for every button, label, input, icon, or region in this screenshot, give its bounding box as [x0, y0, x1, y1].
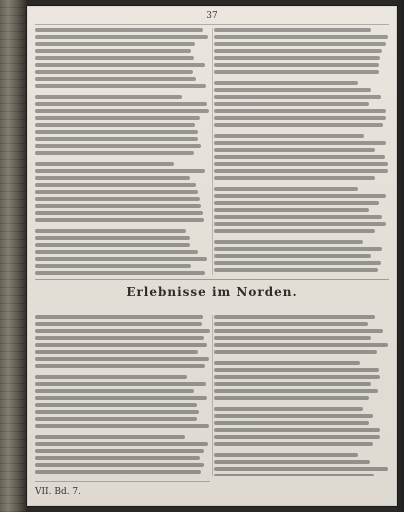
illegible-text-line [35, 56, 194, 60]
illegible-text-line [35, 243, 190, 247]
illegible-text-line [214, 240, 363, 244]
illegible-text-line [214, 63, 379, 67]
illegible-text-line [35, 442, 208, 446]
illegible-text-line [35, 109, 209, 113]
illegible-text-line [35, 183, 196, 187]
illegible-text-line [35, 463, 204, 467]
illegible-text-line [35, 322, 202, 326]
illegible-text-line [35, 271, 205, 275]
page-number: 37 [206, 11, 218, 21]
illegible-text-line [214, 148, 375, 152]
column-divider [212, 28, 213, 275]
illegible-text-line [35, 350, 198, 354]
illegible-text-line [214, 169, 388, 173]
illegible-text-line [35, 35, 208, 39]
illegible-text-line [214, 329, 383, 333]
illegible-text-line [35, 449, 204, 453]
illegible-text-line [35, 336, 204, 340]
illegible-text-line [35, 169, 205, 173]
illegible-text-line [35, 403, 197, 407]
illegible-text-line [35, 229, 186, 233]
illegible-text-line [214, 361, 360, 365]
illegible-text-line [214, 222, 386, 226]
illegible-text-line [35, 357, 209, 361]
illegible-text-line [214, 254, 371, 258]
illegible-text-line [35, 102, 207, 106]
top-left-column [35, 28, 210, 275]
section-rule [35, 279, 389, 280]
illegible-text-line [214, 49, 382, 53]
illegible-text-line [35, 84, 206, 88]
illegible-text-line [214, 315, 375, 319]
illegible-text-line [35, 417, 197, 421]
illegible-text-line [35, 162, 174, 166]
illegible-text-line [214, 215, 382, 219]
illegible-text-line [214, 396, 369, 400]
illegible-text-line [35, 190, 198, 194]
illegible-text-line [214, 382, 371, 386]
illegible-text-line [35, 95, 182, 99]
illegible-text-line [214, 453, 358, 457]
illegible-text-line [214, 176, 375, 180]
illegible-text-line [35, 410, 199, 414]
top-rule [35, 24, 389, 25]
illegible-text-line [35, 257, 207, 261]
illegible-text-line [35, 137, 198, 141]
illegible-text-line [35, 364, 205, 368]
illegible-text-line [35, 130, 198, 134]
illegible-text-line [214, 407, 363, 411]
illegible-text-line [35, 456, 200, 460]
illegible-text-line [35, 435, 185, 439]
illegible-text-line [35, 28, 203, 32]
illegible-text-line [35, 144, 201, 148]
illegible-text-line [35, 343, 207, 347]
illegible-text-line [35, 250, 198, 254]
illegible-text-line [214, 322, 368, 326]
illegible-text-line [35, 315, 203, 319]
illegible-text-line [214, 141, 386, 145]
illegible-text-line [214, 35, 388, 39]
illegible-text-line [35, 470, 201, 474]
page-shadow [396, 0, 404, 512]
illegible-text-line [35, 264, 191, 268]
illegible-text-line [214, 229, 375, 233]
illegible-text-line [214, 187, 358, 191]
illegible-text-line [35, 116, 200, 120]
illegible-text-line [214, 343, 388, 347]
illegible-text-line [214, 194, 386, 198]
illegible-text-line [214, 116, 386, 120]
illegible-text-line [35, 197, 200, 201]
illegible-text-line [214, 162, 388, 166]
illegible-text-line [214, 261, 381, 265]
illegible-text-line [35, 424, 209, 428]
illegible-text-line [35, 218, 204, 222]
illegible-text-line [214, 95, 381, 99]
adjacent-page-edge [0, 0, 27, 512]
illegible-text-line [214, 474, 374, 476]
illegible-text-line [214, 375, 380, 379]
illegible-text-line [214, 208, 369, 212]
illegible-text-line [35, 396, 207, 400]
illegible-text-line [35, 70, 193, 74]
illegible-text-line [35, 49, 191, 53]
illegible-text-line [35, 77, 196, 81]
illegible-text-line [214, 460, 370, 464]
illegible-text-line [214, 81, 358, 85]
illegible-text-line [35, 204, 201, 208]
footer-rule [35, 481, 210, 482]
illegible-text-line [35, 123, 195, 127]
bottom-right-column [214, 315, 389, 476]
bottom-column-divider [212, 315, 213, 476]
illegible-text-line [214, 109, 386, 113]
illegible-text-line [214, 70, 379, 74]
illegible-text-line [35, 236, 190, 240]
illegible-text-line [35, 42, 195, 46]
section-subheading [27, 302, 397, 312]
illegible-text-line [214, 421, 369, 425]
illegible-text-line [214, 368, 379, 372]
document-page [27, 6, 397, 506]
illegible-text-line [35, 375, 187, 379]
illegible-text-line [214, 56, 380, 60]
illegible-text-line [214, 435, 380, 439]
bottom-left-column [35, 315, 210, 476]
illegible-text-line [35, 389, 194, 393]
illegible-text-line [35, 63, 205, 67]
illegible-text-line [214, 428, 380, 432]
illegible-text-line [214, 442, 373, 446]
illegible-text-line [35, 176, 190, 180]
illegible-text-line [214, 155, 385, 159]
illegible-text-line [214, 123, 383, 127]
illegible-text-line [214, 134, 364, 138]
illegible-text-line [214, 28, 371, 32]
illegible-text-line [214, 247, 382, 251]
illegible-text-line [214, 88, 371, 92]
section-heading: Erlebnisse im Norden. [126, 285, 298, 299]
illegible-text-line [35, 382, 206, 386]
signature-mark: VII. Bd. 7. [35, 487, 82, 497]
illegible-text-line [214, 467, 388, 471]
illegible-text-line [35, 329, 210, 333]
illegible-text-line [35, 211, 203, 215]
top-right-column [214, 28, 389, 275]
illegible-text-line [214, 414, 373, 418]
illegible-text-line [214, 201, 379, 205]
illegible-text-line [35, 151, 194, 155]
illegible-text-line [214, 42, 386, 46]
illegible-text-line [214, 350, 377, 354]
illegible-text-line [214, 268, 378, 272]
illegible-text-line [214, 102, 369, 106]
illegible-text-line [214, 389, 378, 393]
illegible-text-line [214, 336, 371, 340]
